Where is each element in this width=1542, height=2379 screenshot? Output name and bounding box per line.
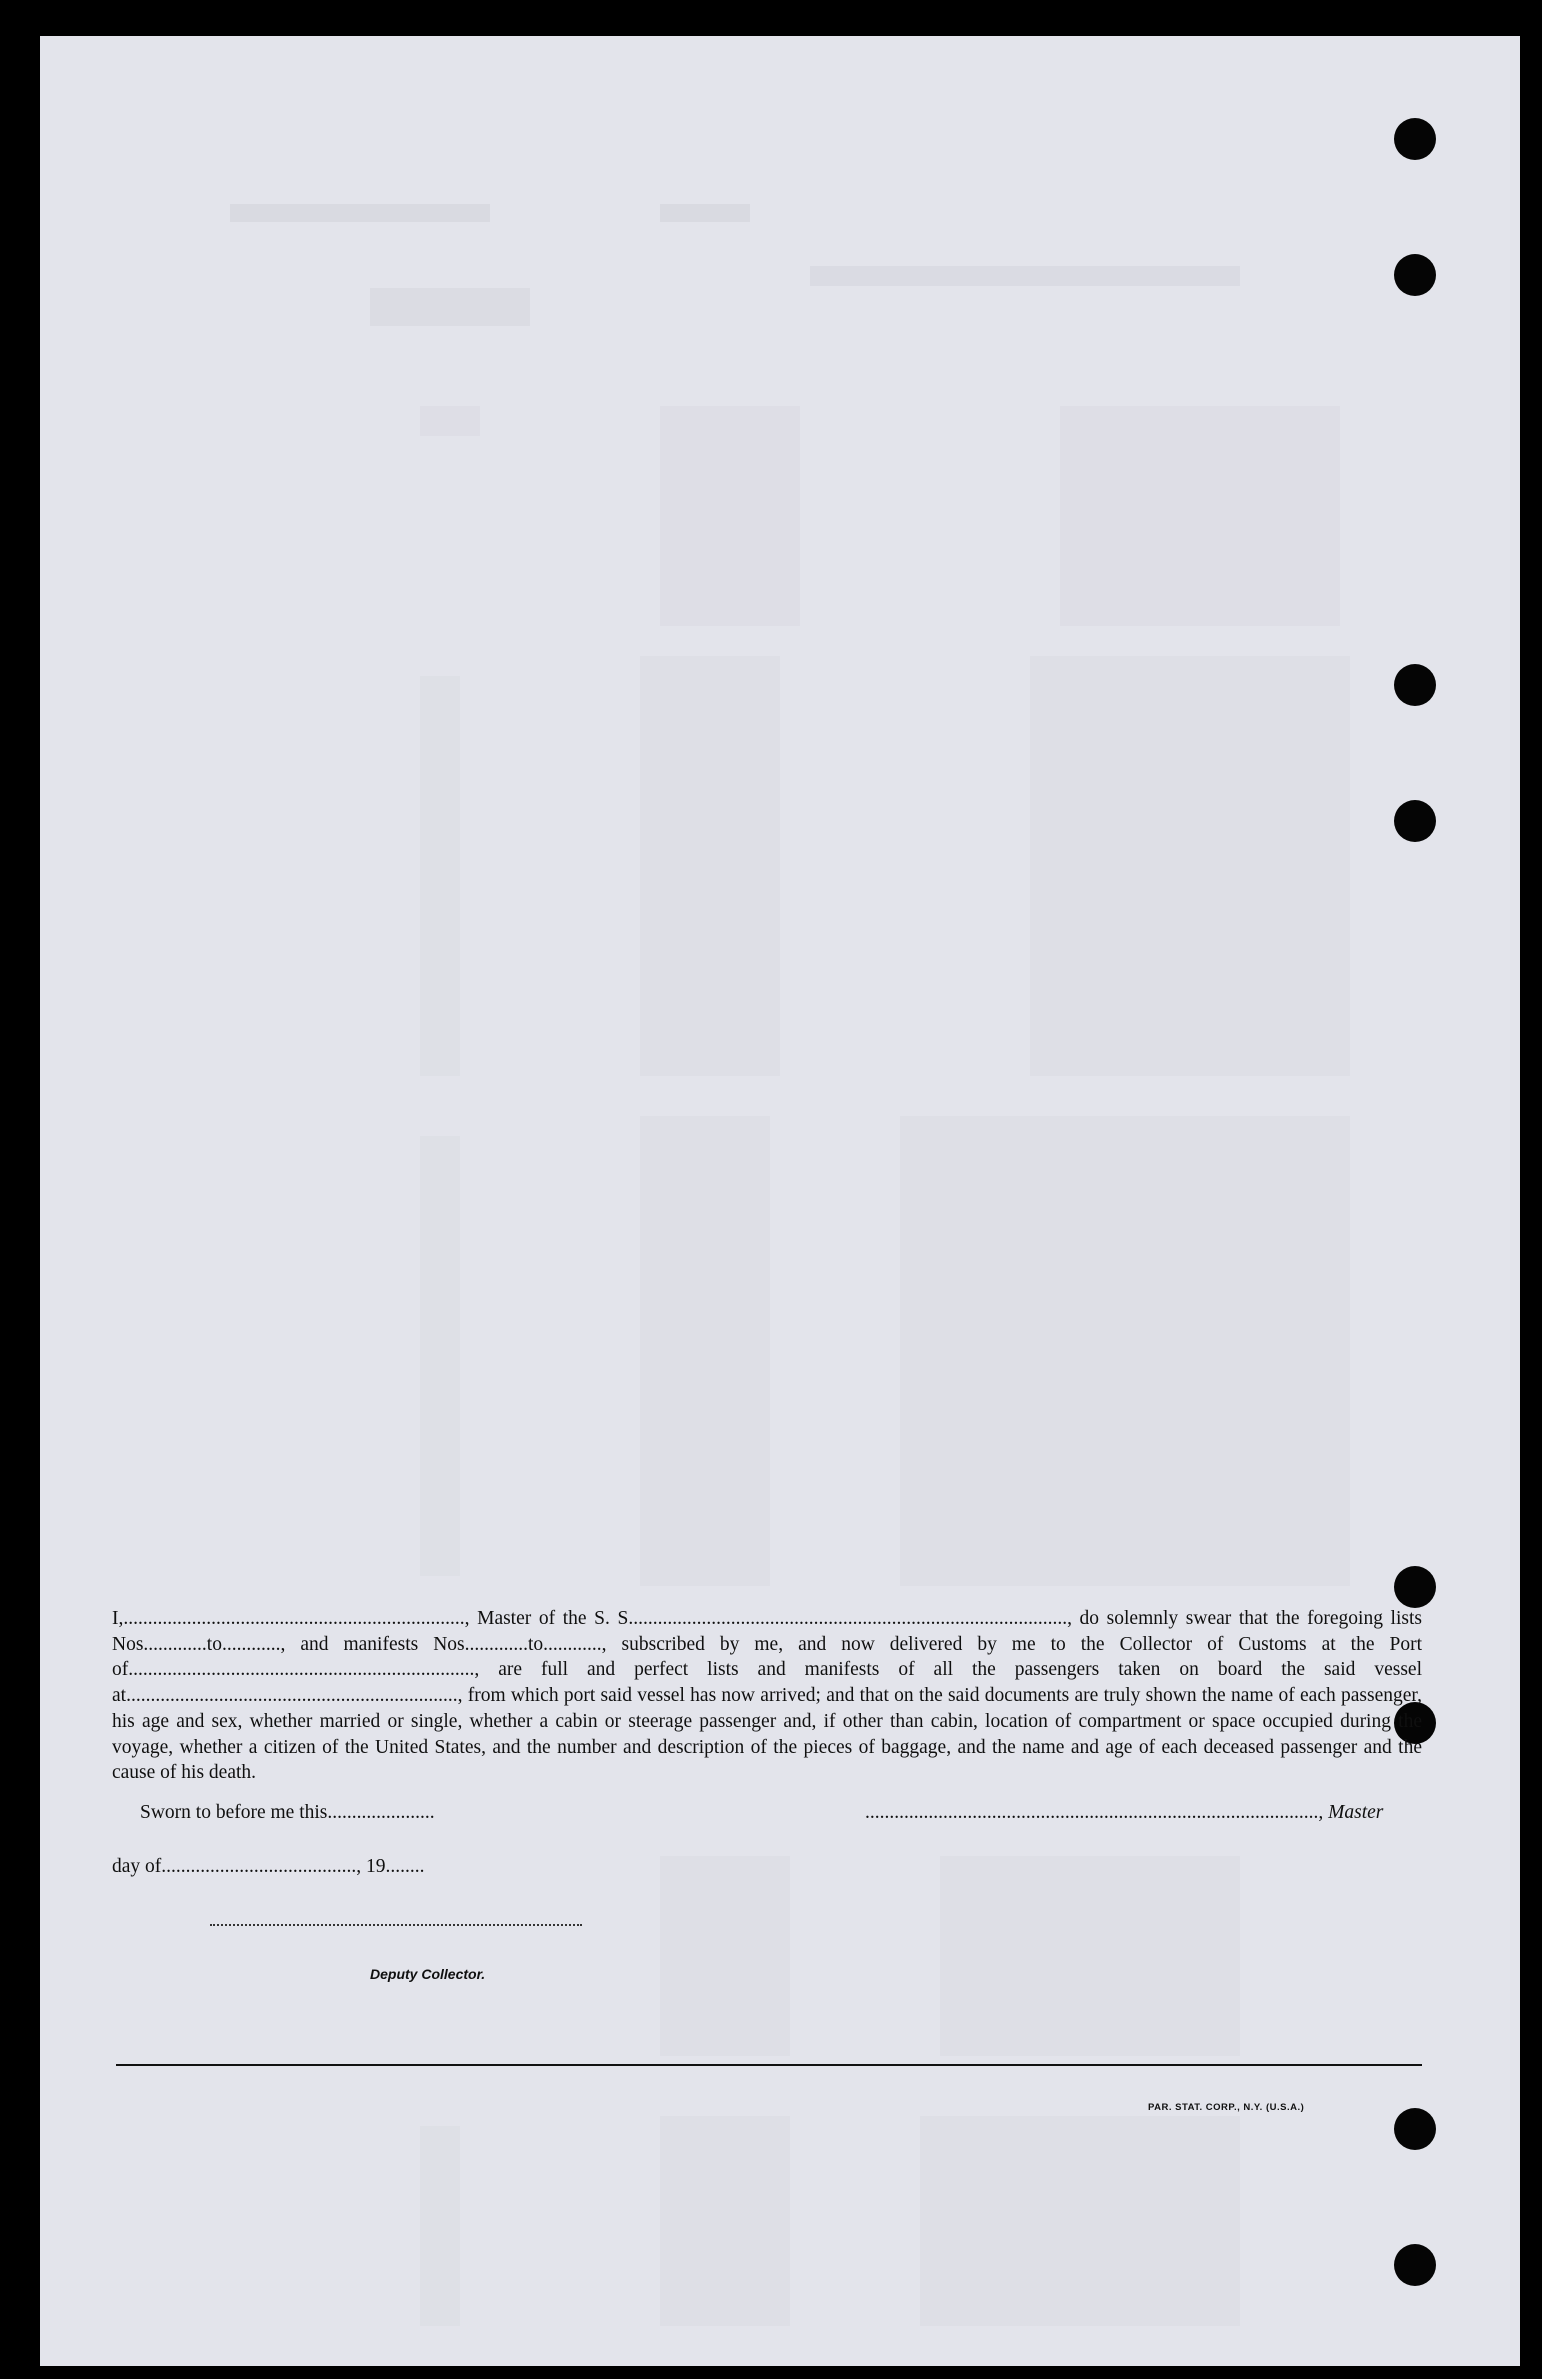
master-oath-paragraph: I,......................................................................, Master of the S. S.........................................................................................., do solemnly swear that the foregoing lists Nos.............to............, and manifests Nos.............to............, subscribed by me, and now delivered by me to the Collector of Customs at the Port of......................................................................., are full and perfect lists and manifests of all the passengers taken on board the said vessel at...................................................................., from which port said vessel has now arrived; and that on the said documents are truly shown the name of each passenger, his age and sex, whether married or single, whether a cabin or steerage passenger and, if other than cabin, location of compartment or space occupied during the voyage, whether a citizen of the United States, and the number and description of the pieces of baggage, and the name and age of each deceased passenger and the cause of his death. (112, 1608, 1422, 1784)
punch-hole (1394, 118, 1436, 160)
sworn-label: Sworn to before me this...................... (140, 1802, 435, 1823)
master-signature-line (865, 1802, 1383, 1824)
punch-hole (1394, 664, 1436, 706)
punch-hole (1394, 800, 1436, 842)
day-of-label: day of........................................, 19........ (112, 1856, 425, 1877)
punch-hole (1394, 254, 1436, 296)
master-signature-dots: ............................................................................................. (865, 1802, 1319, 1823)
deputy-collector-label: Deputy Collector. (370, 1966, 486, 1982)
master-label: , Master (1318, 1802, 1384, 1823)
deputy-signature-line (210, 1924, 582, 1926)
printer-imprint: PAR. STAT. CORP., N.Y. (U.S.A.) (1148, 2102, 1305, 2113)
manifest-page (40, 36, 1520, 2366)
divider-rule (116, 2064, 1422, 2066)
punch-hole (1394, 2108, 1436, 2150)
punch-hole (1394, 2244, 1436, 2286)
punch-hole (1394, 1566, 1436, 1608)
